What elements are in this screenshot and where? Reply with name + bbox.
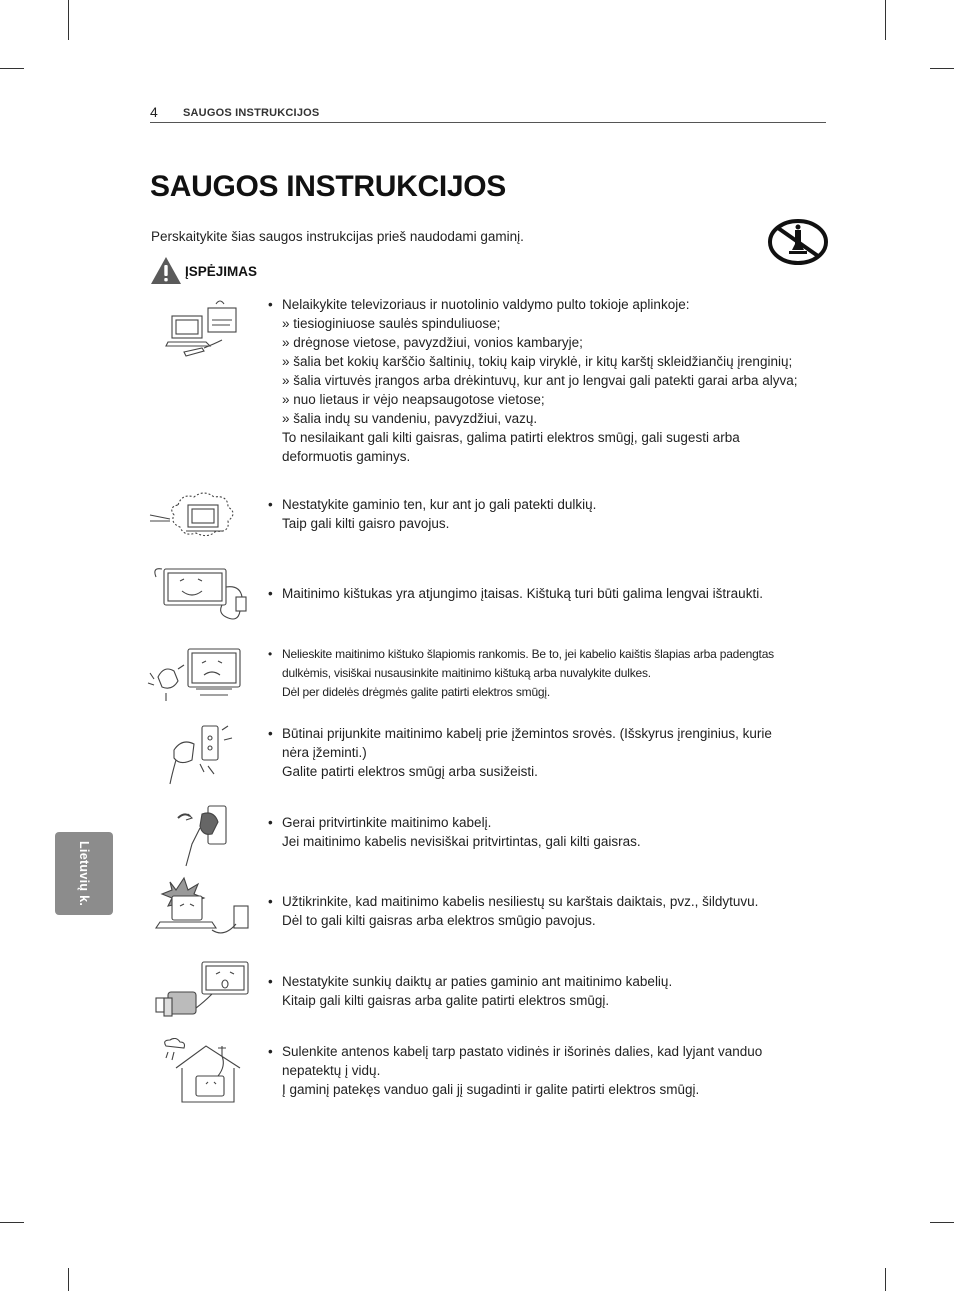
antenna-illustration — [156, 1038, 246, 1106]
dust-illustration — [148, 487, 240, 542]
safety-item — [268, 724, 828, 781]
intro-text: Perskaitykite šias saugos instrukcijas prieš naudodami gaminį. — [151, 229, 524, 244]
item-text-line: Kitaip gali kilti gaisras arba galite patirti elektros smūgį. — [282, 993, 610, 1008]
item-text-line: To nesilaikant gali kilti gaisras, galima patirti elektros smūgį, gali sugesti arba — [282, 430, 740, 445]
crop-mark — [885, 0, 886, 40]
item-text-line: nėra įžeminti.) — [282, 745, 367, 760]
crop-mark — [0, 68, 24, 69]
item-text-line: Jei maitinimo kabelis nevisiškai pritvirtintas, gali kilti gaisras. — [282, 834, 641, 849]
item-text-line: dulkėmis, visiškai nusausinkite maitinimo kištuką arba nuvalykite dulkes. — [282, 666, 651, 680]
crop-mark — [0, 1222, 24, 1223]
item-text-line: Nestatykite sunkių daiktų ar paties gaminio ant maitinimo kabelių. — [282, 974, 673, 989]
item-text-line: » šalia indų su vandeniu, pavyzdžiui, vazų. — [282, 411, 538, 426]
item-text-line: deformuotis gaminys. — [282, 449, 411, 464]
item-text-line: nepatektų į vidų. — [282, 1063, 381, 1078]
safety-item — [268, 584, 828, 603]
safety-item — [268, 295, 828, 466]
heater-illustration — [154, 876, 254, 946]
safety-item — [268, 495, 828, 533]
bullet: • — [268, 647, 273, 661]
prohibition-icon — [768, 218, 828, 266]
crop-mark — [885, 1268, 886, 1291]
page-number: 4 — [150, 104, 158, 120]
secure-cable-illustration — [172, 800, 234, 870]
language-side-tab — [55, 832, 113, 915]
item-text-line: » šalia bet kokių karščio šaltinių, tokių kaip viryklė, ir kitų karštį skleidžiančių įrenginių; — [282, 354, 793, 369]
item-text-line: » drėgnose vietose, pavyzdžiui, vonios kambaryje; — [282, 335, 583, 350]
plug-disconnect-illustration — [150, 565, 255, 625]
safety-item — [268, 813, 828, 851]
item-text-line: Gerai pritvirtinkite maitinimo kabelį. — [282, 815, 492, 830]
bullet: • — [268, 586, 273, 601]
crop-mark — [68, 0, 69, 40]
safety-item — [268, 892, 828, 930]
page-title: SAUGOS INSTRUKCIJOS — [150, 170, 507, 203]
item-text-line: Taip gali kilti gaisro pavojus. — [282, 516, 450, 531]
crop-mark — [930, 1222, 954, 1223]
running-head: SAUGOS INSTRUKCIJOS — [183, 107, 320, 119]
item-text-line: » nuo lietaus ir vėjo neapsaugotose vietose; — [282, 392, 545, 407]
warning-icon — [150, 256, 182, 285]
bullet: • — [268, 815, 273, 830]
item-text-line: Į gaminį patekęs vanduo gali jį sugadinti ir galite patirti elektros smūgį. — [282, 1082, 700, 1097]
warning-label: ĮSPĖJIMAS — [185, 264, 258, 279]
crop-mark — [68, 1268, 69, 1291]
safety-item — [268, 1042, 828, 1099]
wet-hands-illustration — [144, 643, 252, 705]
item-text-line: Nestatykite gaminio ten, kur ant jo gali patekti dulkių. — [282, 497, 597, 512]
bullet: • — [268, 497, 273, 512]
bullet: • — [268, 974, 273, 989]
item-text-line: Nelaikykite televizoriaus ir nuotolinio valdymo pulto tokioje aplinkoje: — [282, 297, 690, 312]
bullet: • — [268, 297, 273, 312]
safety-item — [268, 972, 828, 1010]
item-text-line: Maitinimo kištukas yra atjungimo įtaisas. Kištuką turi būti galima lengvai ištraukti. — [282, 586, 763, 601]
item-text-line: » tiesioginiuose saulės spinduliuose; — [282, 316, 501, 331]
safety-item — [268, 645, 828, 702]
item-text-line: Būtinai prijunkite maitinimo kabelį prie įžemintos srovės. (Išskyrus įrenginius, kurie — [282, 726, 772, 741]
item-text-line: Nelieskite maitinimo kištuko šlapiomis rankomis. Be to, jei kabelio kaištis šlapias arba padengtas — [282, 647, 774, 661]
bullet: • — [268, 1044, 273, 1059]
item-text-line: » šalia virtuvės įrangos arba drėkintuvų, kur ant jo lengvai gali patekti garai arba alyva; — [282, 373, 798, 388]
page-header — [150, 104, 826, 123]
item-text-line: Sulenkite antenos kabelį tarp pastato vidinės ir išorinės dalies, kad lyjant vanduo — [282, 1044, 763, 1059]
item-text-line: Dėl to gali kilti gaisras arba elektros smūgio pavojus. — [282, 913, 596, 928]
grounding-illustration — [164, 720, 244, 788]
tv-environment-illustration — [164, 298, 244, 360]
item-text-line: Dėl per didelės drėgmės galite patirti elektros smūgį. — [282, 685, 550, 699]
bullet: • — [268, 894, 273, 909]
heavy-object-illustration — [154, 958, 254, 1023]
bullet: • — [268, 726, 273, 741]
item-text-line: Galite patirti elektros smūgį arba susižeisti. — [282, 764, 538, 779]
item-text-line: Užtikrinkite, kad maitinimo kabelis nesiliestų su karštais daiktais, pvz., šildytuvu. — [282, 894, 759, 909]
crop-mark — [930, 68, 954, 69]
language-label: Lietuvių k. — [77, 840, 91, 907]
